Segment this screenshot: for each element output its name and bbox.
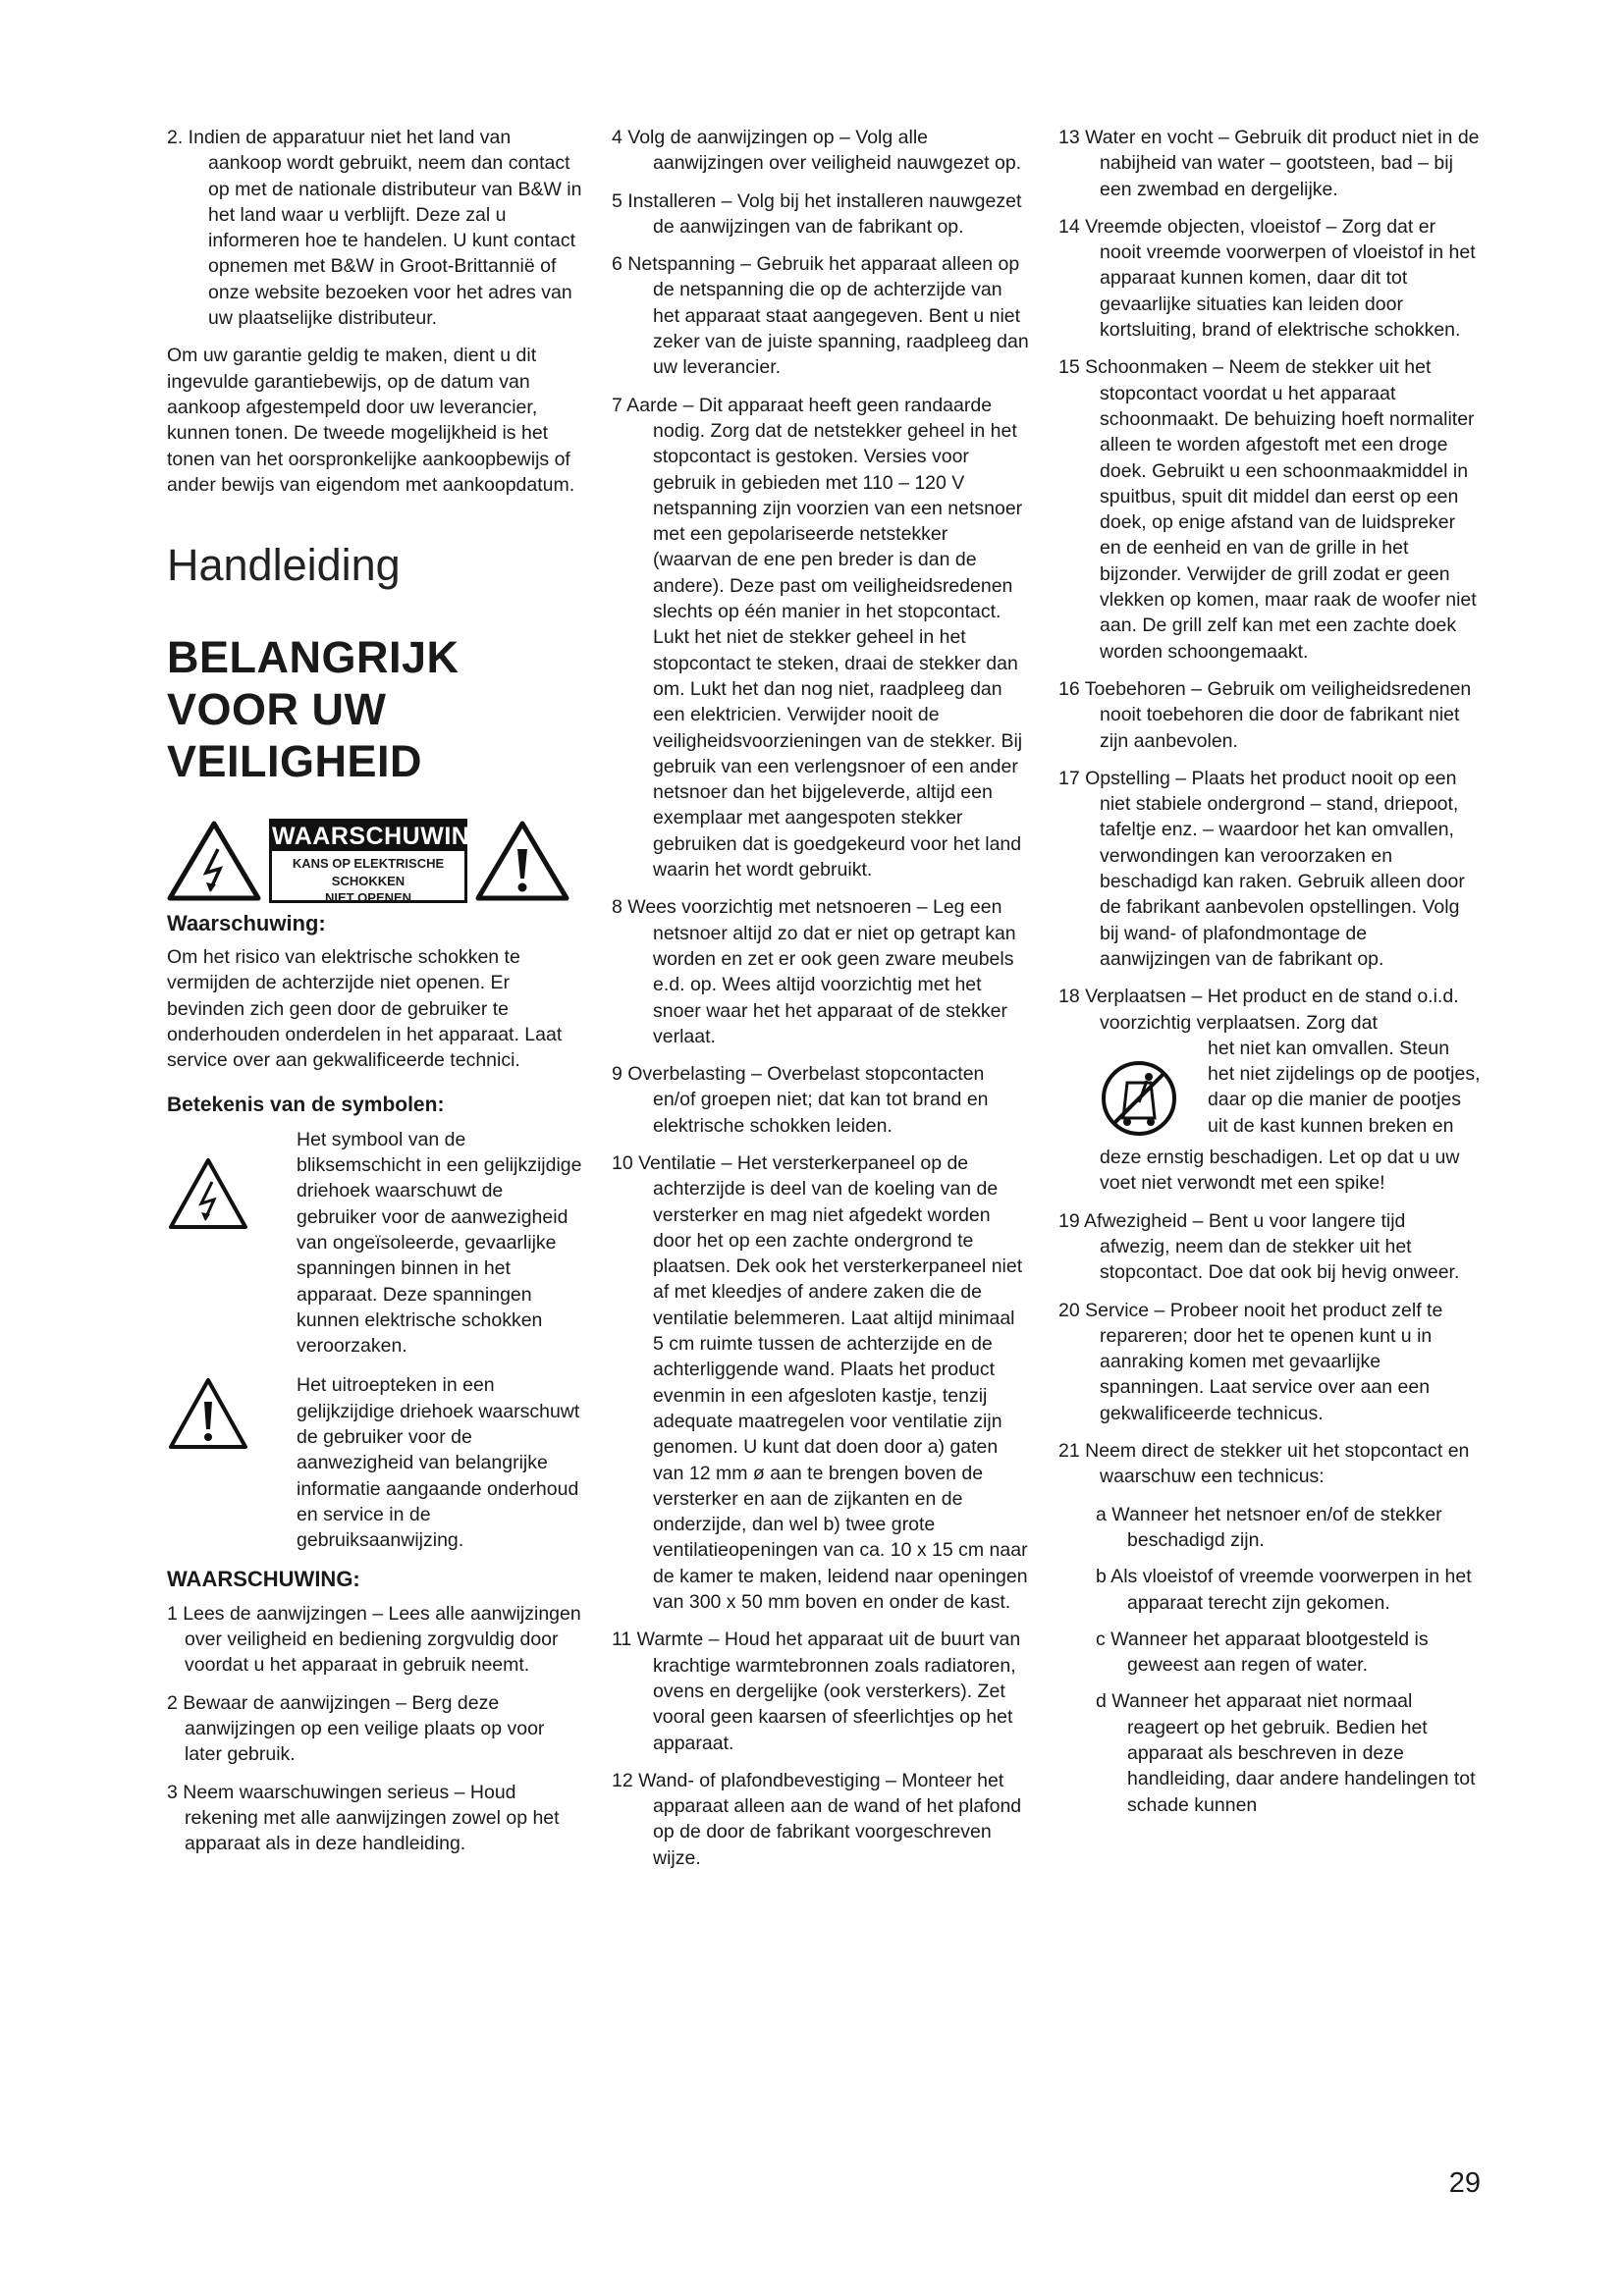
list-item: 2. Indien de apparatuur niet het land van aankoop wordt gebruikt, neem dan contact op met de nationale distributeur van B&W in het land waar u verblijft. Deze zal u informeren hoe te handelen. U kunt contact opnemen met B&W in Groot-Brittannië of onze website bezoeken voor het adres van uw plaatselijke distributeur. [167, 127, 582, 330]
list-item: 20 Service – Probeer nooit het product zelf te repareren; door het te openen kunt u in aanraking komen met gevaarlijke spanningen. Laat service over aan een gekwalificeerde technicus. [1058, 1299, 1443, 1424]
symbol-row [167, 1372, 584, 1553]
list-item-18 [1058, 984, 1481, 1196]
column-1 [167, 125, 584, 1868]
tripod-cart-warning-icon [1100, 1036, 1208, 1145]
sub-list-item: a Wanneer het netsnoer en/of de stekker beschadigd zijn. [1096, 1503, 1442, 1551]
list-item-18-rest: deze ernstig beschadigen. Let op dat u uw voet niet verwondt met een spike! [1100, 1147, 1460, 1195]
warning-label-mid: KANS OP ELEKTRISCHE SCHOKKEN [292, 855, 445, 888]
list-item: 2 Bewaar de aanwijzingen – Berg deze aanwijzingen op een veilige plaats op voor later gebruik. [167, 1691, 545, 1766]
warning-label [167, 819, 584, 903]
title-line: VOOR UW [167, 683, 387, 734]
list-item-18-beside: het niet kan omvallen. Steun het niet zijdelings op de pootjes, daar op die manier de pootjes uit de kast kunnen breken en [1208, 1037, 1481, 1137]
list-item: 6 Netspanning – Gebruik het apparaat alleen op de netspanning die op de achterzijde van het apparaat staat aangegeven. Bent u niet zeker van de juiste spanning, raadpleeg dan uw leverancier. [612, 253, 1029, 379]
warning-text: Om het risico van elektrische schokken te vermijden de achterzijde niet openen. Er bevinden zich geen door de gebruiker te onderhouden onderdelen in het apparaat. Laat service over aan gekwalificeerde technici. [167, 945, 563, 1072]
list-item: 9 Overbelasting – Overbelast stopcontacten en/of groepen niet; dat kan tot brand en elektrische schokken leiden. [612, 1063, 989, 1137]
title-line: VEILIGHEID [167, 735, 423, 786]
list-item: 17 Opstelling – Plaats het product nooit op een niet stabiele ondergrond – stand, driepoot, tafeltje enz. – waardoor het kan omvallen, verwondingen kan veroorzaken en beschadigd kan raken. Gebruik alleen door de fabrikant aanbevolen opstellingen. Volg bij wand- of plafondmontage de aanwijzingen van de fabrikant op. [1058, 767, 1465, 970]
list-item: 4 Volg de aanwijzingen op – Volg alle aanwijzingen over veiligheid nauwgezet op. [612, 127, 1022, 175]
symbol-row [167, 1127, 584, 1360]
warranty-paragraph: Om uw garantie geldig te maken, dient u dit ingevulde garantiebewijs, op de datum van aankoop afgestempeld door uw leverancier, kunnen tonen. De tweede mogelijkheid is het tonen van het oorspronkelijke aankoopbewijs of ander bewijs van eigendom met aankoopdatum. [167, 345, 575, 496]
list-item: 21 Neem direct de stekker uit het stopcontact en waarschuw een technicus: [1058, 1440, 1470, 1488]
symbol-description: Het uitroepteken in een gelijkzijdige driehoek waarschuwt de gebruiker voor de aanwezigheid van belangrijke informatie aangaande onderhoud en service in de gebruiksaanwijzing. [297, 1374, 580, 1552]
column-3 [1058, 125, 1481, 1829]
exclamation-triangle-icon [167, 1372, 297, 1553]
warning-heading: Waarschuwing: [167, 910, 326, 935]
list-item: 1 Lees de aanwijzingen – Lees alle aanwijzingen over veiligheid en bediening zorgvuldig door voordat u het apparaat in gebruik neemt. [167, 1602, 581, 1677]
list-item: 19 Afwezigheid – Bent u voor langere tijd afwezig, neem dan de stekker uit het stopcontact. Doe dat ook bij hevig onweer. [1058, 1209, 1460, 1284]
warning-label-top: WAARSCHUWING [272, 822, 490, 850]
list-item: 11 Warmte – Houd het apparaat uit de buurt van krachtige warmtebronnen zoals radiatoren, ovens en dergelijke (ook versterkers). Zet vooral geen kaarsen of sfeerlichtjes op het apparaat. [612, 1629, 1021, 1754]
title-line: BELANGRIJK [167, 631, 460, 682]
list-item: 16 Toebehoren – Gebruik om veiligheidsredenen nooit toebehoren die door de fabrikant niet zijn aanbevolen. [1058, 677, 1472, 752]
list-item: 10 Ventilatie – Het versterkerpaneel op de achterzijde is deel van de koeling van de versterker en mag niet afgedekt worden door het op een zachte ondergrond te plaatsen. Dek ook het versterkerpaneel niet af met kleedjes of andere zaken die de ventilatie belemmeren. Laat altijd minimaal 5 cm ruimte tussen de achterzijde en de achterliggende wand. Plaats het product evenmin in een afgesloten kastje, tenzij adequate maatregelen voor ventilatie zijn genomen. U kunt dat doen door a) gaten van 12 mm ø aan te brengen boven de versterker en aan de zijkanten en de onderzijde, dan wel b) twee grote ventilatieopeningen van ca. 10 x 15 cm naar de kamer te maken, leidend naar openingen van 300 x 50 mm boven en onder de kast. [612, 1151, 1028, 1614]
page-number: 29 [1448, 2167, 1481, 2199]
warning-label-bot: NIET OPENEN [324, 889, 412, 905]
list-item: 12 Wand- of plafondbevestiging – Monteer het apparaat alleen aan de wand of het plafond op de door de fabrikant voorgeschreven wijze. [612, 1769, 1022, 1869]
symbols-heading: Betekenis van de symbolen: [167, 1094, 445, 1117]
page-title [167, 631, 584, 787]
list-item: 15 Schoonmaken – Neem de stekker uit het stopcontact voordat u het apparaat schoonmaakt. De behuizing hoeft normaliter alleen te worden afgestoft met een droge doek. Gebruikt u een schoonmaakmiddel in spuitbus, spuit dit middel dan eerst op een doek, op enige afstand van de luidspreker en de eenheid en van de grille in het bijzonder. Verwijder de grill zodat er geen vlekken op komen, maar raak de woofer niet aan. De grill zelf kan met een zachte doek worden schoongemaakt. [1058, 356, 1477, 663]
section-heading: Handleiding [167, 540, 401, 591]
lightning-warning-icon [167, 820, 261, 902]
list-item: 14 Vreemde objecten, vloeistof – Zorg dat er nooit vreemde voorwerpen of vloeistof in het apparaat kunnen komen, daar dit tot gevaarlijke situaties kan leiden door kortsluiting, brand of elektrische schokken. [1058, 215, 1476, 342]
warning-box [269, 819, 490, 905]
sub-list-item: b Als vloeistof of vreemde voorwerpen in het apparaat terecht zijn gekomen. [1096, 1566, 1472, 1614]
list-item: 7 Aarde – Dit apparaat heeft geen randaarde nodig. Zorg dat de netstekker geheel in het stopcontact is gestoken. Versies voor gebruik in gebieden met 110 – 120 V netspanning zijn voorzien van een netsnoer met een gepolariseerde netstekker (waarvan de ene pen breder is dan de andere). Deze past om veiligheidsredenen slechts op één manier in het stopcontact. Lukt het niet de stekker geheel in het stopcontact te steken, draai de stekker dan om. Lukt het dan nog niet, raadpleeg dan een elektricien. Verwijder nooit de veiligheidsvoorzieningen van de stekker. Bij gebruik van een verlengsnoer of een ander netsnoer dan het bijgeleverde, altijd een exemplaar met aangespoten stekker gebruiken dat is goedgekeurd voor het land waarin het wordt gebruikt. [612, 394, 1023, 881]
list-item-18-first: 18 Verplaatsen – Het product en de stand o.i.d. voorzichtig verplaatsen. Zorg dat [1058, 986, 1459, 1034]
list-item: 8 Wees voorzichtig met netsnoeren – Leg een netsnoer altijd zo dat er niet op getrapt kan worden en zet er ook geen zware meubels e.d. op. Wees altijd voorzichtig met het snoer waar het het apparaat of de stekker verlaat. [612, 896, 1016, 1047]
column-2 [612, 125, 1029, 1883]
exclamation-warning-icon [475, 820, 569, 902]
list-item: 5 Installeren – Volg bij het installeren nauwgezet de aanwijzingen van de fabrikant op. [612, 189, 1022, 238]
sub-list-item: d Wanneer het apparaat niet normaal reageert op het gebruik. Bedien het apparaat als beschreven in deze handleiding, daar andere handelingen tot schade kunnen [1096, 1690, 1476, 1816]
lightning-triangle-icon [167, 1127, 297, 1360]
caps-warning-heading: WAARSCHUWING: [167, 1567, 360, 1592]
list-item: 3 Neem waarschuwingen serieus – Houd rekening met alle aanwijzingen zowel op het apparaat als in deze handleiding. [167, 1781, 560, 1855]
sub-list-item: c Wanneer het apparaat blootgesteld is geweest aan regen of water. [1096, 1628, 1429, 1677]
list-item: 13 Water en vocht – Gebruik dit product niet in de nabijheid van water – gootsteen, bad – bij een zwembad en dergelijke. [1058, 127, 1480, 200]
tripod-block [1100, 1036, 1481, 1145]
symbol-description: Het symbool van de bliksemschicht in een gelijkzijdige driehoek waarschuwt de gebruiker voor de aanwezigheid van ongeïsoleerde, gevaarlijke spanningen binnen in het apparaat. Deze spanningen kunnen elektrische schokken veroorzaken. [297, 1128, 582, 1358]
